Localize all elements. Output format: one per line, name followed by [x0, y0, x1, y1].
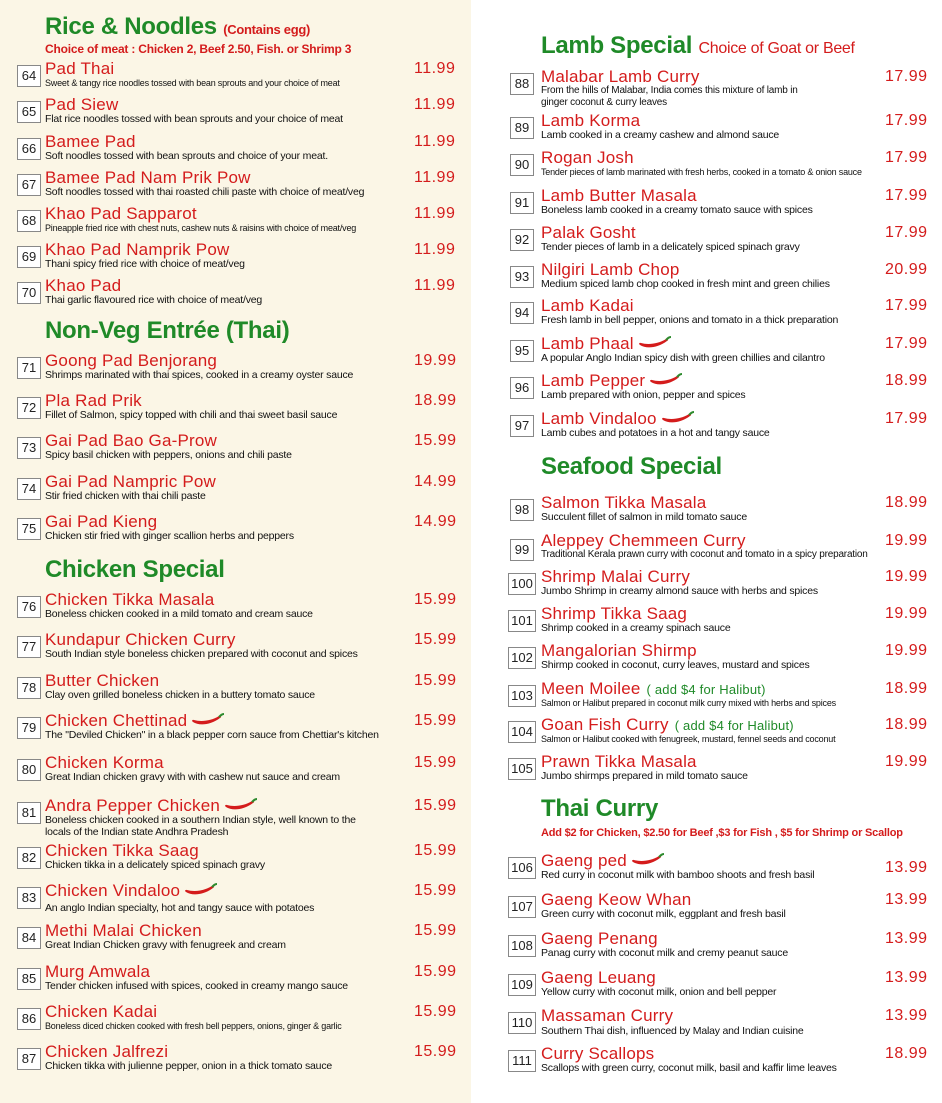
item-price: 14.99 — [414, 513, 457, 530]
menu-item[interactable] — [471, 493, 942, 535]
item-description-line: ginger coconut & curry leaves — [541, 97, 667, 108]
menu-item[interactable] — [0, 1002, 471, 1044]
item-name: Gaeng Penang — [541, 929, 658, 948]
item-description: Boneless diced chicken cooked with fresh bell peppers, onions, ginger & garlic — [45, 1021, 342, 1031]
item-price: 13.99 — [885, 1007, 928, 1024]
menu-item[interactable] — [0, 276, 471, 318]
item-description: Succulent fillet of salmon in mild tomato sauce — [541, 511, 747, 523]
item-name: Lamb Kadai — [541, 296, 634, 315]
item-description: Thai garlic flavoured rice with choice of meat/veg — [45, 294, 263, 306]
item-price: 13.99 — [885, 891, 928, 908]
item-number: 94 — [510, 302, 534, 324]
item-number: 75 — [17, 518, 41, 540]
item-price: 17.99 — [885, 410, 928, 427]
menu-item[interactable] — [471, 851, 942, 893]
item-price: 18.99 — [885, 680, 928, 697]
item-number: 87 — [17, 1048, 41, 1070]
item-number: 82 — [17, 847, 41, 869]
item-description: Shrimp cooked in a creamy spinach sauce — [541, 622, 731, 634]
menu-page-right — [471, 0, 942, 1103]
item-description: The "Deviled Chicken" in a black pepper corn sauce from Chettiar's kitchen — [45, 729, 379, 741]
item-price: 15.99 — [414, 712, 457, 729]
item-name: Chicken Korma — [45, 753, 164, 772]
item-name: Kundapur Chicken Curry — [45, 630, 236, 649]
item-name: Khao Pad Sapparot — [45, 204, 197, 223]
item-number: 88 — [510, 73, 534, 95]
item-number: 80 — [17, 759, 41, 781]
item-description: Soft noodles tossed with thai roasted chili paste with choice of meat/veg — [45, 186, 365, 198]
item-name-text: Lamb Vindaloo — [541, 409, 657, 428]
chili-pepper-icon — [184, 882, 218, 902]
item-description: Tender pieces of lamb marinated with fresh herbs, cooked in a tomato & onion sauce — [541, 167, 862, 177]
item-price: 19.99 — [885, 642, 928, 659]
item-number: 79 — [17, 717, 41, 739]
item-price: 13.99 — [885, 859, 928, 876]
item-description: Fillet of Salmon, spicy topped with chili and thai sweet basil sauce — [45, 409, 338, 421]
item-description: Stir fried chicken with thai chili paste — [45, 490, 206, 502]
item-description-line: From the hills of Malabar, India comes this mixture of lamb in — [541, 85, 798, 96]
halibut-addon-note: ( add $4 for Halibut) — [646, 682, 766, 697]
item-number: 77 — [17, 636, 41, 658]
item-price: 14.99 — [414, 473, 457, 490]
item-number: 72 — [17, 397, 41, 419]
item-description: Lamb cubes and potatoes in a hot and tangy sauce — [541, 427, 770, 439]
item-description: Fresh lamb in bell pepper, onions and tomato in a thick preparation — [541, 314, 839, 326]
menu-item[interactable] — [0, 590, 471, 632]
item-name: Chicken Kadai — [45, 1002, 158, 1021]
item-description: An anglo Indian specialty, hot and tangy sauce with potatoes — [45, 902, 315, 914]
item-name: Murg Amwala — [45, 962, 151, 981]
menu-item[interactable] — [0, 630, 471, 672]
item-price: 17.99 — [885, 297, 928, 314]
item-number: 91 — [510, 192, 534, 214]
menu-item[interactable] — [0, 431, 471, 473]
section-title-nonveg-thai: Non-Veg Entrée (Thai) — [45, 317, 290, 344]
item-number: 96 — [510, 377, 534, 399]
item-number: 66 — [17, 138, 41, 160]
menu-item[interactable] — [0, 921, 471, 963]
menu-item[interactable] — [0, 711, 471, 753]
item-name: Pad Thai — [45, 59, 115, 78]
item-name-text: Lamb Pepper — [541, 371, 646, 390]
item-number: 105 — [508, 758, 536, 780]
item-description: Spicy basil chicken with peppers, onions and chili paste — [45, 449, 292, 461]
item-name-text: Chicken Chettinad — [45, 711, 188, 730]
item-description — [45, 814, 356, 838]
item-description: Jumbo shirmps prepared in mild tomato sauce — [541, 770, 748, 782]
item-number: 89 — [510, 117, 534, 139]
item-number: 85 — [17, 968, 41, 990]
item-number: 90 — [510, 154, 534, 176]
item-name-text: Meen Moilee — [541, 679, 641, 698]
item-name: Goong Pad Benjorang — [45, 351, 218, 370]
item-name: Curry Scallops — [541, 1044, 655, 1063]
item-name: Shrimp Malai Curry — [541, 567, 691, 586]
menu-item[interactable] — [0, 512, 471, 554]
item-number: 71 — [17, 357, 41, 379]
item-number: 68 — [17, 210, 41, 232]
item-price: 19.99 — [885, 605, 928, 622]
item-name: Palak Gosht — [541, 223, 636, 242]
item-name: Bamee Pad — [45, 132, 136, 151]
section-title-rice-noodles: Rice & Noodles (Contains egg) — [45, 13, 311, 40]
item-number: 104 — [508, 721, 536, 743]
item-description-line: Boneless chicken cooked in a southern Indian style, well known to the — [45, 814, 356, 826]
item-description: Chicken stir fried with ginger scallion herbs and peppers — [45, 530, 294, 542]
item-description: Lamb cooked in a creamy cashew and almond sauce — [541, 129, 780, 141]
item-number: 86 — [17, 1008, 41, 1030]
item-name-text: Andra Pepper Chicken — [45, 796, 221, 815]
item-name: Rogan Josh — [541, 148, 634, 167]
item-description: Panag curry with coconut milk and cremy peanut sauce — [541, 947, 788, 959]
item-price: 15.99 — [414, 672, 457, 689]
item-name: Malabar Lamb Curry — [541, 67, 700, 86]
item-description: Soft noodles tossed with bean sprouts and choice of your meat. — [45, 150, 328, 162]
section-title-text: Lamb Special — [541, 32, 693, 59]
item-price: 19.99 — [885, 568, 928, 585]
item-number: 83 — [17, 887, 41, 909]
section-title-lamb-special — [541, 32, 855, 60]
item-price: 20.99 — [885, 261, 928, 278]
item-name: Gai Pad Nampric Pow — [45, 472, 217, 491]
item-price: 18.99 — [885, 1045, 928, 1062]
item-description: Chicken tikka with julienne pepper, onion in a thick tomato sauce — [45, 1060, 333, 1072]
halibut-addon-note: ( add $4 for Halibut) — [674, 718, 794, 733]
item-number: 74 — [17, 478, 41, 500]
item-number: 73 — [17, 437, 41, 459]
item-name: Butter Chicken — [45, 671, 160, 690]
menu-item[interactable] — [471, 641, 942, 683]
item-name-text: Goan Fish Curry — [541, 715, 669, 734]
item-price: 15.99 — [414, 842, 457, 859]
menu-item[interactable] — [0, 391, 471, 433]
item-name — [45, 881, 218, 902]
item-description: Jumbo Shrimp in creamy almond sauce with herbs and spices — [541, 585, 818, 597]
menu-item[interactable] — [471, 929, 942, 971]
item-number: 108 — [508, 935, 536, 957]
item-price: 15.99 — [414, 1043, 457, 1060]
item-description: Salmon or Halibut prepared in coconut milk curry mixed with herbs and spices — [541, 698, 836, 708]
item-price: 17.99 — [885, 149, 928, 166]
item-number: 92 — [510, 229, 534, 251]
item-price: 11.99 — [414, 169, 456, 186]
section-subnote-protein-addon: Add $2 for Chicken, $2.50 for Beef ,$3 for Fish , $5 for Shrimp or Scallop — [541, 827, 903, 839]
item-number: 101 — [508, 610, 536, 632]
item-name: Chicken Tikka Masala — [45, 590, 215, 609]
item-name: Gai Pad Kieng — [45, 512, 158, 531]
item-number: 64 — [17, 65, 41, 87]
item-price: 17.99 — [885, 68, 928, 85]
item-name: Gaeng Keow Whan — [541, 890, 692, 909]
item-name: Aleppey Chemmeen Curry — [541, 531, 746, 550]
item-number: 93 — [510, 266, 534, 288]
item-name: Salmon Tikka Masala — [541, 493, 707, 512]
menu-item[interactable] — [471, 968, 942, 1010]
menu-item[interactable] — [471, 890, 942, 932]
item-description: Shrimps marinated with thai spices, cooked in a creamy oyster sauce — [45, 369, 354, 381]
item-number: 70 — [17, 282, 41, 304]
item-number: 67 — [17, 174, 41, 196]
item-number: 98 — [510, 499, 534, 521]
item-price: 17.99 — [885, 335, 928, 352]
menu-item[interactable] — [0, 962, 471, 1004]
item-price: 17.99 — [885, 224, 928, 241]
menu-item[interactable] — [471, 1044, 942, 1086]
item-description: Boneless lamb cooked in a creamy tomato sauce with spices — [541, 204, 813, 216]
item-name: Gaeng Leuang — [541, 968, 656, 987]
section-note-goat-or-beef: Choice of Goat or Beef — [698, 40, 855, 57]
item-name: Mangalorian Shirmp — [541, 641, 697, 660]
section-note-contains-egg: (Contains egg) — [223, 22, 311, 37]
menu-item[interactable] — [471, 752, 942, 794]
item-price: 11.99 — [414, 60, 456, 77]
item-price: 15.99 — [414, 963, 457, 980]
item-price: 19.99 — [414, 352, 457, 369]
menu-item[interactable] — [0, 671, 471, 713]
item-price: 17.99 — [885, 187, 928, 204]
item-number: 65 — [17, 101, 41, 123]
item-price: 18.99 — [414, 392, 457, 409]
item-name: Gai Pad Bao Ga-Prow — [45, 431, 217, 450]
menu-item[interactable] — [0, 841, 471, 883]
item-name: Lamb Butter Masala — [541, 186, 697, 205]
item-number: 107 — [508, 896, 536, 918]
item-description: Yellow curry with coconut milk, onion and bell pepper — [541, 986, 777, 998]
item-name: Chicken Tikka Saag — [45, 841, 199, 860]
item-price: 15.99 — [414, 882, 457, 899]
item-name: Lamb Korma — [541, 111, 641, 130]
item-price: 11.99 — [414, 241, 456, 258]
item-description: Tender chicken infused with spices, cooked in creamy mango sauce — [45, 980, 348, 992]
item-description: Lamb prepared with onion, pepper and spices — [541, 389, 746, 401]
item-number: 100 — [508, 573, 536, 595]
item-description: Green curry with coconut milk, eggplant and fresh basil — [541, 908, 786, 920]
item-price: 18.99 — [885, 372, 928, 389]
section-title-thai-curry: Thai Curry — [541, 795, 659, 822]
item-description: Tender pieces of lamb in a delicately spiced spinach gravy — [541, 241, 800, 253]
item-number: 78 — [17, 677, 41, 699]
item-description — [541, 85, 798, 109]
item-name — [541, 715, 794, 735]
item-price: 13.99 — [885, 930, 928, 947]
item-number: 106 — [508, 857, 536, 879]
item-name: Shrimp Tikka Saag — [541, 604, 688, 623]
item-description: Southern Thai dish, influenced by Malay and Indian cuisine — [541, 1025, 804, 1037]
item-name: Massaman Curry — [541, 1006, 674, 1025]
item-price: 15.99 — [414, 631, 457, 648]
item-description: Chicken tikka in a delicately spiced spinach gravy — [45, 859, 265, 871]
item-name: Prawn Tikka Masala — [541, 752, 697, 771]
menu-item[interactable] — [0, 753, 471, 795]
item-number: 102 — [508, 647, 536, 669]
item-name: Nilgiri Lamb Chop — [541, 260, 680, 279]
item-name: Pla Rad Prik — [45, 391, 142, 410]
item-price: 11.99 — [414, 133, 456, 150]
item-number: 111 — [508, 1050, 536, 1072]
item-price: 11.99 — [414, 96, 456, 113]
item-price: 15.99 — [414, 754, 457, 771]
item-price: 15.99 — [414, 591, 457, 608]
item-price: 15.99 — [414, 922, 457, 939]
item-description: Great Indian Chicken gravy with fenugreek and cream — [45, 939, 286, 951]
item-description: A popular Anglo Indian spicy dish with green chillies and cilantro — [541, 352, 825, 364]
item-number: 81 — [17, 802, 41, 824]
menu-item[interactable] — [0, 1042, 471, 1084]
item-description: Red curry in coconut milk with bamboo shoots and fresh basil — [541, 869, 815, 881]
menu-item[interactable] — [471, 371, 942, 413]
section-subnote-meat-choice: Choice of meat : Chicken 2, Beef 2.50, Fish. or Shrimp 3 — [45, 42, 352, 56]
item-description: Flat rice noodles tossed with bean sprouts and your choice of meat — [45, 113, 343, 125]
item-description-line: locals of the Indian state Andhra Pradesh — [45, 826, 229, 838]
menu-item[interactable] — [471, 148, 942, 190]
item-name: Chicken Jalfrezi — [45, 1042, 169, 1061]
menu-item[interactable] — [471, 409, 942, 451]
item-number: 95 — [510, 340, 534, 362]
item-price: 19.99 — [885, 753, 928, 770]
item-name: Pad Siew — [45, 95, 119, 114]
menu-item[interactable] — [471, 296, 942, 338]
item-description: Shirmp cooked in coconut, curry leaves, mustard and spices — [541, 659, 810, 671]
item-number: 99 — [510, 539, 534, 561]
section-title-chicken-special: Chicken Special — [45, 556, 225, 583]
item-price: 11.99 — [414, 205, 456, 222]
item-name-text: Gaeng ped — [541, 851, 627, 870]
item-description: South Indian style boneless chicken prepared with coconut and spices — [45, 648, 358, 660]
item-number: 69 — [17, 246, 41, 268]
item-number: 76 — [17, 596, 41, 618]
item-number: 97 — [510, 415, 534, 437]
menu-item[interactable] — [0, 881, 471, 923]
item-price: 15.99 — [414, 797, 457, 814]
item-price: 18.99 — [885, 494, 928, 511]
item-price: 15.99 — [414, 432, 457, 449]
menu-item[interactable] — [471, 1006, 942, 1048]
item-name: Bamee Pad Nam Prik Pow — [45, 168, 251, 187]
menu-item[interactable] — [0, 351, 471, 393]
item-price: 19.99 — [885, 532, 928, 549]
item-description: Sweet & tangy rice noodles tossed with bean sprouts and your choice of meat — [45, 78, 340, 88]
item-description: Traditional Kerala prawn curry with coconut and tomato in a spicy preparation — [541, 549, 868, 560]
section-title-seafood-special: Seafood Special — [541, 453, 722, 480]
item-price: 11.99 — [414, 277, 456, 294]
item-number: 109 — [508, 974, 536, 996]
item-description: Boneless chicken cooked in a mild tomato and cream sauce — [45, 608, 313, 620]
item-description: Great Indian chicken gravy with with cashew nut sauce and cream — [45, 771, 340, 783]
item-name-text: Chicken Vindaloo — [45, 881, 181, 900]
item-description: Salmon or Halibut cooked with fenugreek, mustard, fennel seeds and coconut — [541, 734, 836, 744]
item-number: 110 — [508, 1012, 536, 1034]
item-price: 18.99 — [885, 716, 928, 733]
item-price: 15.99 — [414, 1003, 457, 1020]
item-number: 84 — [17, 927, 41, 949]
item-name: Khao Pad Namprik Pow — [45, 240, 230, 259]
menu-item[interactable] — [0, 472, 471, 514]
item-price: 13.99 — [885, 969, 928, 986]
item-description: Scallops with green curry, coconut milk, basil and kaffir lime leaves — [541, 1062, 837, 1074]
item-price: 17.99 — [885, 112, 928, 129]
item-name-text: Lamb Phaal — [541, 334, 634, 353]
item-name: Methi Malai Chicken — [45, 921, 202, 940]
item-number: 103 — [508, 685, 536, 707]
item-name — [541, 679, 766, 699]
menu-item[interactable] — [0, 796, 471, 846]
item-description: Clay oven grilled boneless chicken in a buttery tomato sauce — [45, 689, 315, 701]
item-description: Pineapple fried rice with chest nuts, cashew nuts & raisins with choice of meat/veg — [45, 223, 357, 233]
menu-item[interactable] — [471, 67, 942, 113]
item-description: Medium spiced lamb chop cooked in fresh mint and green chilies — [541, 278, 830, 290]
item-name: Khao Pad — [45, 276, 122, 295]
item-description: Thani spicy fried rice with choice of meat/veg — [45, 258, 245, 270]
